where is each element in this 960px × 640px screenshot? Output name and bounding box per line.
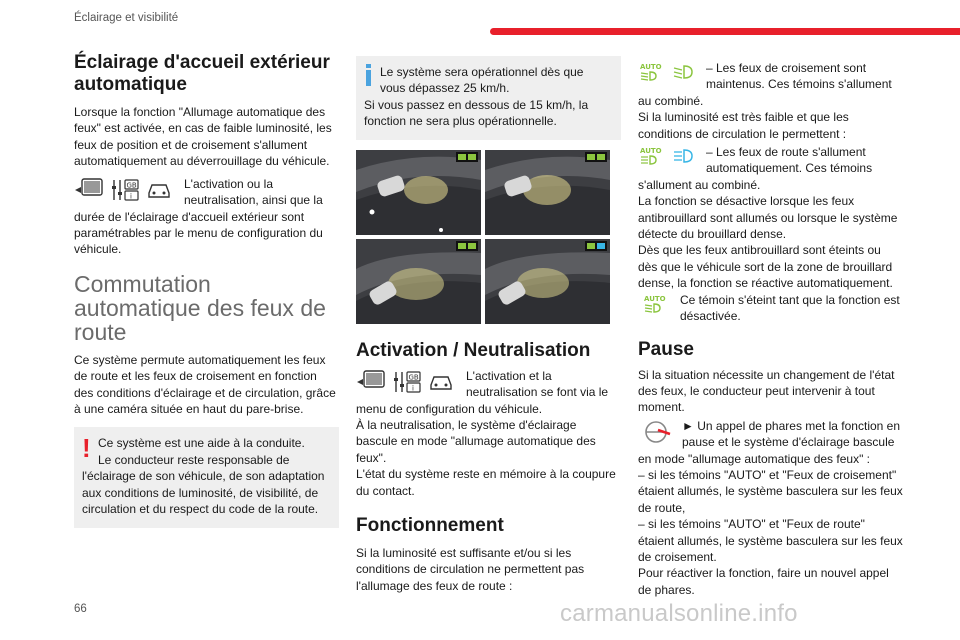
- high-beam-telltale-row: [638, 144, 903, 177]
- auto-high-beam-telltale-icon: [638, 146, 666, 171]
- activation-icon-group: [356, 368, 454, 401]
- touchscreen-icon: [356, 370, 386, 401]
- svg-text:AUTO: AUTO: [640, 147, 662, 156]
- auto-telltale-icon: [642, 294, 670, 319]
- svg-text:AUTO: AUTO: [644, 294, 666, 303]
- svg-text:i: i: [412, 384, 414, 393]
- low-beam-telltale-icon: [672, 62, 696, 87]
- paragraph-auto-high-beam: Ce système permute automatiquement les feux de route et les feux de croisement en fonction des conditions d'éclairage et de circulation, grâce à une caméra située en haut du pare-brise.: [74, 352, 336, 417]
- info-rest: Si vous passez en dessous de 15 km/h, la fonction ne sera plus opérationnelle.: [364, 97, 589, 129]
- settings-sliders-icon: [110, 178, 140, 209]
- paragraph-fonctionnement: Si la luminosité est suffisante et/ou si les conditions de circulation ne permettent pas l'allumage des feux de route :: [356, 546, 585, 593]
- paragraph-fog-reactivate: Dès que les feux antibrouillard sont éteints ou dès que le véhicule sort de la zone de brouillard dense, la fonction se réactive automatiquement.: [638, 243, 893, 291]
- low-beam-telltale-group: [638, 60, 696, 87]
- svg-text:GB: GB: [126, 181, 137, 190]
- config-icons-text: L'activation ou la neutralisation, ainsi que la: [184, 176, 323, 208]
- config-icon-group: [74, 176, 172, 209]
- svg-text:GB: GB: [408, 373, 419, 382]
- paragraph-welcome-duration: durée de l'éclairage d'accueil extérieur sont paramétrables par le menu de configuration du véhicule.: [74, 209, 323, 257]
- touchscreen-icon: [74, 178, 104, 209]
- activation-icons-row: [356, 368, 621, 401]
- paragraph-memory: L'état du système reste en mémoire à la coupure du contact.: [356, 467, 616, 498]
- heading-welcome-lighting: Éclairage d'accueil extérieur automatique: [74, 52, 330, 95]
- steering-stalk-icon: [642, 420, 672, 449]
- illustration-low-beam-oncoming: [356, 150, 481, 235]
- watermark: carmanualsonline.info: [560, 600, 798, 627]
- section-header: Éclairage et visibilité: [74, 12, 179, 24]
- heading-pause: Pause: [638, 338, 694, 360]
- heading-fonctionnement: Fonctionnement: [356, 515, 504, 537]
- headlamp-flash-text: ► Un appel de phares met la fonction en pause et le système d'éclairage bascule: [682, 418, 901, 450]
- illustration-fog-reflection: [485, 239, 610, 324]
- settings-sliders-icon: [392, 370, 422, 401]
- high-beam-telltale-group: [638, 144, 696, 171]
- info-line-1: Le système sera opérationnel dès que: [380, 65, 584, 79]
- warning-box: [74, 427, 339, 527]
- paragraph-welcome-lighting: Lorsque la fonction "Allumage automatique des feux" est activée, en cas de faible luminosité, les feux de position et de croisement s'allument automatiquement au déverrouillage du véhicule.: [74, 105, 332, 169]
- warning-line-1: Ce système est une aide à la conduite.: [98, 436, 305, 451]
- warning-exclamation-icon: !: [82, 433, 91, 464]
- paragraph-very-dark: Si la luminosité est très faible et que les conditions de circulation le permettent :: [638, 110, 849, 141]
- headlamp-flash-row: [638, 418, 903, 451]
- high-beam-text: – Les feux de route s'allument automatiquement. Ces témoins: [706, 145, 873, 176]
- config-icons-row: [74, 176, 339, 209]
- illustration-high-beam-road: [356, 239, 481, 324]
- list-item-high-beam-case: – si les témoins "AUTO" et "Feux de route" étaient allumés, le système basculera sur les feux de croisement.: [638, 517, 903, 564]
- warning-rest: l'éclairage de son véhicule, de son adaptation aux conditions de luminosité, de visibilité, de circulation et du respect du code de la route.: [82, 469, 325, 517]
- paragraph-neutralisation: À la neutralisation, le système d'éclairage bascule en mode "allumage automatique des feux".: [356, 418, 596, 465]
- column-2: [356, 56, 621, 594]
- svg-text:i: i: [130, 192, 132, 201]
- auto-off-text: Ce témoin s'éteint tant que la fonction est désactivée.: [680, 292, 900, 324]
- high-beam-telltale-icon: [672, 146, 696, 171]
- column-3: [638, 60, 903, 598]
- high-beam-text-cont: s'allument au combiné.: [638, 177, 761, 192]
- info-box: [356, 56, 621, 140]
- paragraph-fog-disable: La fonction se désactive lorsque les feux antibrouillard sont allumés ou lorsque le système détecte du brouillard dense.: [638, 194, 898, 242]
- car-settings-icon: [146, 178, 172, 209]
- low-beam-text: – Les feux de croisement sont maintenus. Ces témoins s'allument: [706, 61, 892, 92]
- page-number: 66: [74, 603, 87, 615]
- warning-line-2: Le conducteur reste responsable de: [98, 452, 290, 467]
- illustration-low-beam-following: [485, 150, 610, 235]
- auto-off-telltale-group: [642, 292, 670, 319]
- illustration-grid: [356, 150, 610, 324]
- paragraph-activation-menu: menu de configuration du véhicule.: [356, 401, 543, 416]
- auto-low-beam-telltale-icon: [638, 62, 666, 87]
- car-settings-icon: [428, 370, 454, 401]
- list-item-low-beam-case: – si les témoins "AUTO" et "Feux de croisement" étaient allumés, le système basculera sur les feux de route,: [638, 467, 903, 515]
- low-beam-telltale-row: [638, 60, 903, 93]
- heading-activation: Activation / Neutralisation: [356, 339, 591, 361]
- heading-auto-high-beam: Commutation automatique des feux de route: [74, 270, 326, 345]
- activation-icons-text: L'activation et la neutralisation se font via le: [466, 368, 609, 400]
- info-line-2: vous dépassez 25 km/h.: [380, 81, 510, 96]
- headlamp-flash-text-cont: en mode "allumage automatique des feux" :: [638, 451, 870, 466]
- svg-text:AUTO: AUTO: [640, 63, 662, 71]
- low-beam-text-cont: au combiné.: [638, 93, 704, 108]
- column-1: [74, 52, 339, 528]
- headlamp-flash-icon-group: [642, 418, 672, 449]
- paragraph-reactivate: Pour réactiver la fonction, faire un nouvel appel de phares.: [638, 566, 889, 597]
- auto-off-telltale-row: [638, 292, 903, 325]
- paragraph-pause: Si la situation nécessite un changement de l'état des feux, le conducteur peut intervenir à tout moment.: [638, 367, 895, 415]
- info-icon: [364, 64, 380, 97]
- header-accent-bar: [490, 28, 960, 35]
